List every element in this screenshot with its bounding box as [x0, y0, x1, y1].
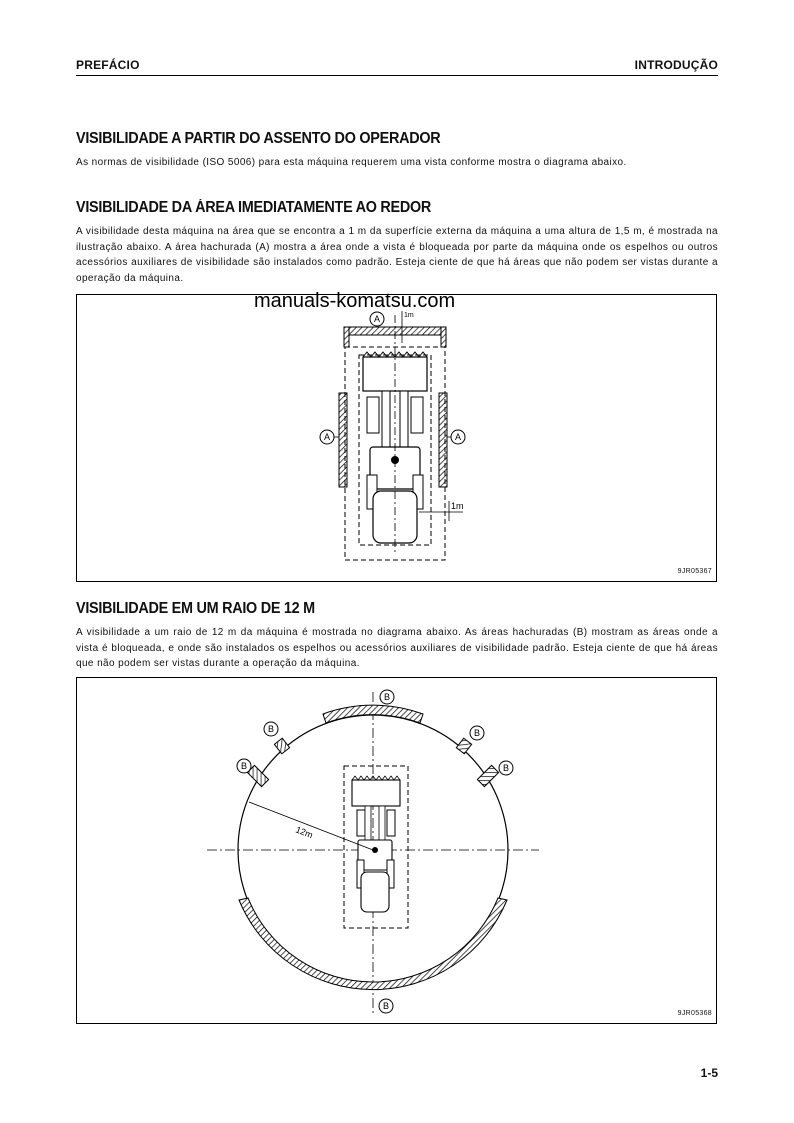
dim-label-top-1m: 1m	[404, 312, 414, 319]
section-title-12m-radius: VISIBILIDADE EM UM RAIO DE 12 M	[76, 600, 315, 617]
machine-bucket	[352, 780, 400, 806]
radius-12m-diagram	[77, 678, 716, 1023]
radius-label: 12m	[294, 824, 315, 841]
header-rule	[76, 75, 718, 76]
section-body-12m-radius: A visibilidade a um raio de 12 m da máquina é mostrada no diagrama abaixo. As áreas hachuradas (B) mostram as áreas onde a vista é bloqueada, e onde são instalados os espelhos ou acessórios auxiliares de visibilidade padrão. Esteja ciente de que há áreas que não podem ser vistas durante a operação da máquina.	[76, 627, 718, 670]
machine-bucket-teeth	[352, 776, 400, 780]
section-title-immediate-area: VISIBILIDADE DA ÁREA IMEDIATAMENTE AO REDOR	[76, 199, 432, 216]
machine-counterweight	[361, 872, 389, 912]
boom-right	[400, 391, 408, 451]
blocked-area-right	[439, 393, 447, 487]
blocked-segment-upper-left	[274, 738, 289, 754]
tire-front-right	[411, 397, 423, 433]
boom-left	[382, 391, 390, 451]
tire-front-left	[367, 397, 379, 433]
header-section-title: PREFÁCIO	[76, 58, 140, 72]
callout-b-right-label: B	[502, 763, 510, 773]
callout-b-bottom-label: B	[382, 1001, 390, 1011]
blocked-area-top-left-post	[344, 327, 349, 347]
blocked-area-left	[339, 393, 347, 487]
page-number: 1-5	[700, 1066, 718, 1080]
callout-a-right-label: A	[454, 432, 462, 442]
callout-b-upper-left-label: B	[267, 724, 275, 734]
callout-b-left-label: B	[240, 761, 248, 771]
callout-a-left-label: A	[323, 432, 331, 442]
machine-tire-fl	[357, 810, 365, 836]
blocked-area-top-right-post	[441, 327, 446, 347]
figure-12m-visibility	[76, 677, 717, 1024]
header-chapter-title: INTRODUÇÃO	[634, 58, 718, 72]
callout-b-top-label: B	[383, 692, 391, 702]
section-body-operator-seat: As normas de visibilidade (ISO 5006) para esta máquina requerem uma vista conforme mostra o diagrama abaixo.	[76, 157, 627, 168]
machine-top-view-diagram	[77, 295, 716, 581]
callout-a-top-label: A	[373, 314, 381, 324]
section-title-operator-seat: VISIBILIDADE A PARTIR DO ASSENTO DO OPERADOR	[76, 130, 441, 147]
blocked-arc-top	[323, 705, 423, 723]
watermark: manuals-komatsu.com	[254, 290, 456, 312]
figure-code: 9JR05368	[677, 1010, 712, 1017]
blocked-segment-upper-right	[456, 738, 471, 754]
dim-label-right-1m: 1m	[451, 501, 464, 511]
callout-b-upper-right-label: B	[473, 728, 481, 738]
machine-tire-fr	[387, 810, 395, 836]
figure-code: 9JR05367	[677, 568, 712, 575]
figure-immediate-visibility	[76, 294, 717, 582]
radius-line	[249, 802, 373, 850]
section-body-immediate-area: A visibilidade desta máquina na área que se encontra a 1 m da superfície externa da máquina a uma altura de 1,5 m, é mostrada na ilustração abaixo. A área hachurada (A) mostra a área onde a vista é bloqueada por parte da máquina onde os espelhos ou outros acessórios auxiliares de visibilidade são instalados como padrão. Esteja ciente de que há áreas que não podem ser vistas durante a operação da máquina.	[76, 226, 718, 284]
